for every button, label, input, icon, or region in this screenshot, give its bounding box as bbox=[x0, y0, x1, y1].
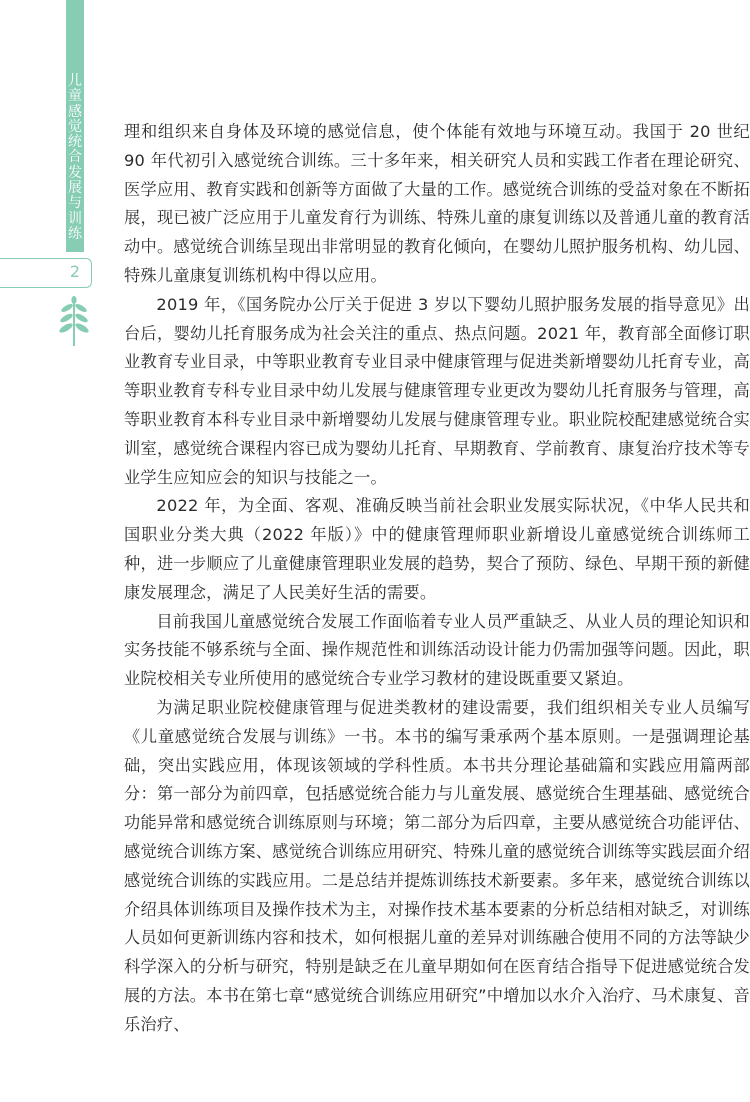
paragraph: 2022 年，为全面、客观、准确反映当前社会职业发展实际状况，《中华人民共和国职业分类大典（2022 年版）》中的健康管理师职业新增设儿童感觉统合训练师工种，进一步顺应了儿童健康管理职业发展的趋势，契合了预防、绿色、早期干预的新健康发展理念，满足了人民美好生活的需要。 bbox=[124, 496, 750, 602]
paragraph: 为满足职业院校健康管理与促进类教材的建设需要，我们组织相关专业人员编写《儿童感觉统合发展与训练》一书。本书的编写秉承两个基本原则。一是强调理论基础，突出实践应用，体现该领域的学科性质。本书共分理论基础篇和实践应用篇两部分：第一部分为前四章，包括感觉统合能力与儿童发展、感觉统合生理基础、感觉统合功能异常和感觉统合训练原则与环境；第二部分为后四章，主要从感觉统合功能评估、感觉统合训练方案、感觉统合训练应用研究、特殊儿童的感觉统合训练等实践层面介绍感觉统合训练的实践应用。二是总结并提炼训练技术新要素。多年来，感觉统合训练以介绍具体训练项目及操作技术为主，对操作技术基本要素的分析总结相对缺乏，对训练人员如何更新训练内容和技术，如何根据儿童的差异对训练融合使用不同的方法等缺少科学深入的分析与研究，特别是缺乏在儿童早期如何在医育结合指导下促进感觉统合发展的方法。本书在第七章“感觉统合训练应用研究”中增加以水介入治疗、马术康复、音乐治疗、 bbox=[124, 697, 750, 1034]
title-char: 展 bbox=[68, 180, 82, 197]
title-char: 合 bbox=[68, 149, 82, 166]
paragraph: 2019 年，《国务院办公厅关于促进 3 岁以下婴幼儿照护服务发展的指导意见》出台后，婴幼儿托育服务成为社会关注的重点、热点问题。2021 年，教育部全面修订职业教育专业目录，中等职业教育专业目录中健康管理与促进类新增婴幼儿托育专业，高等职业教育专科专业目录中幼儿发展与健康管理专业更改为婴幼儿托育服务与管理，高等职业教育本科专业目录中新增婴幼儿发展与健康管理专业。职业院校配建感觉统合实训室，感觉统合课程内容已成为婴幼儿托育、早期教育、学前教育、康复治疗技术等专业学生应知应会的知识与技能之一。 bbox=[124, 294, 750, 487]
paragraph: 目前我国儿童感觉统合发展工作面临着专业人员严重缺乏、从业人员的理论知识和实务技能不够系统与全面、操作规范性和训练活动设计能力仍需加强等问题。因此，职业院校相关专业所使用的感觉统合专业学习教材的建设既重要又紧迫。 bbox=[124, 611, 750, 689]
book-title-vertical bbox=[66, 74, 84, 242]
title-char: 训 bbox=[68, 210, 82, 227]
title-char: 统 bbox=[68, 134, 82, 151]
leaf-sprig-icon bbox=[58, 296, 90, 348]
title-char: 与 bbox=[68, 195, 82, 212]
title-char: 觉 bbox=[68, 118, 82, 135]
body-text bbox=[124, 118, 750, 1040]
paragraph: 理和组织来自身体及环境的感觉信息，使个体能有效地与环境互动。我国于 20 世纪 90 年代初引入感觉统合训练。三十多年来，相关研究人员和实践工作者在理论研究、医学应用、教育实践和创新等方面做了大量的工作。感觉统合训练的受益对象在不断拓展，现已被广泛应用于儿童发育行为训练、特殊儿童的康复训练以及普通儿童的教育活动中。感觉统合训练呈现出非常明显的教育化倾向，在婴幼儿照护服务机构、幼儿园、特殊儿童康复训练机构中得以应用。 bbox=[124, 122, 750, 285]
title-char: 儿 bbox=[68, 73, 82, 89]
title-char: 感 bbox=[68, 103, 82, 120]
title-char: 童 bbox=[68, 88, 82, 105]
title-char: 练 bbox=[68, 225, 82, 242]
title-char: 发 bbox=[68, 164, 82, 181]
page-number: 2 bbox=[69, 262, 81, 281]
